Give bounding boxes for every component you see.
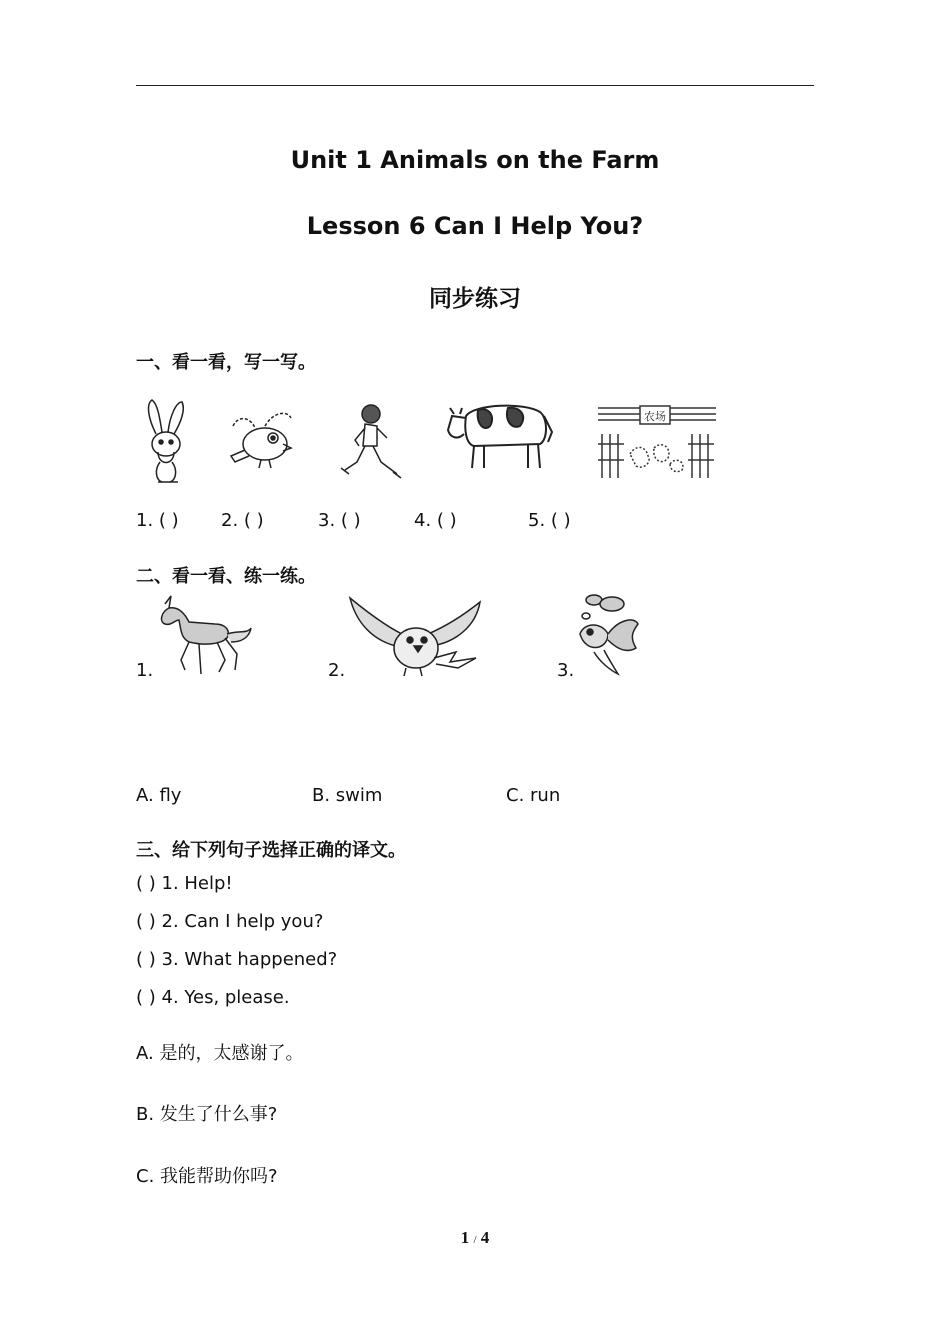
sentence-1[interactable]: ( ) 1. Help! [136, 873, 233, 894]
lesson-title: Lesson 6 Can I Help You? [306, 212, 644, 240]
answer-b: B. 发生了什么事? [136, 1104, 278, 1125]
farm-sign-text: 农场 [644, 410, 666, 423]
answer-a: A. 是的，太感谢了。 [136, 1043, 304, 1064]
section1-heading: 一、看一看，写一写。 [136, 352, 316, 373]
practice-title: 同步练习 [429, 286, 521, 312]
item-1-label: 1. [136, 660, 154, 681]
blank-5[interactable]: 5. ( ) [528, 510, 571, 531]
fish-picture [574, 594, 644, 678]
item-3-label: 3. [557, 660, 575, 681]
running-boy-picture [335, 400, 405, 484]
bird-flying-picture [346, 592, 486, 678]
answer-c: C. 我能帮助你吗? [136, 1166, 278, 1187]
sentence-4[interactable]: ( ) 4. Yes, please. [136, 987, 290, 1008]
page-total: 4 [480, 1228, 490, 1247]
bird-picture [225, 404, 295, 474]
rabbit-picture [138, 398, 198, 486]
horse-picture [155, 594, 255, 678]
option-a: A. fly [136, 785, 182, 806]
option-b: B. swim [312, 785, 383, 806]
sentence-2[interactable]: ( ) 2. Can I help you? [136, 911, 324, 932]
sentence-3[interactable]: ( ) 3. What happened? [136, 949, 338, 970]
page-sep: / [473, 1234, 477, 1246]
farm-picture [596, 404, 718, 480]
blank-3[interactable]: 3. ( ) [318, 510, 361, 531]
page-current: 1 [460, 1228, 470, 1247]
section2-heading: 二、看一看、练一练。 [136, 566, 316, 587]
option-c: C. run [506, 785, 561, 806]
cow-picture [444, 396, 554, 472]
item-2-label: 2. [328, 660, 346, 681]
unit-title: Unit 1 Animals on the Farm [290, 146, 660, 174]
header-rule [136, 85, 814, 86]
blank-4[interactable]: 4. ( ) [414, 510, 457, 531]
blank-1[interactable]: 1. ( ) [136, 510, 179, 531]
blank-2[interactable]: 2. ( ) [221, 510, 264, 531]
page-number [0, 1228, 950, 1248]
section3-heading: 三、给下列句子选择正确的译文。 [136, 840, 406, 861]
